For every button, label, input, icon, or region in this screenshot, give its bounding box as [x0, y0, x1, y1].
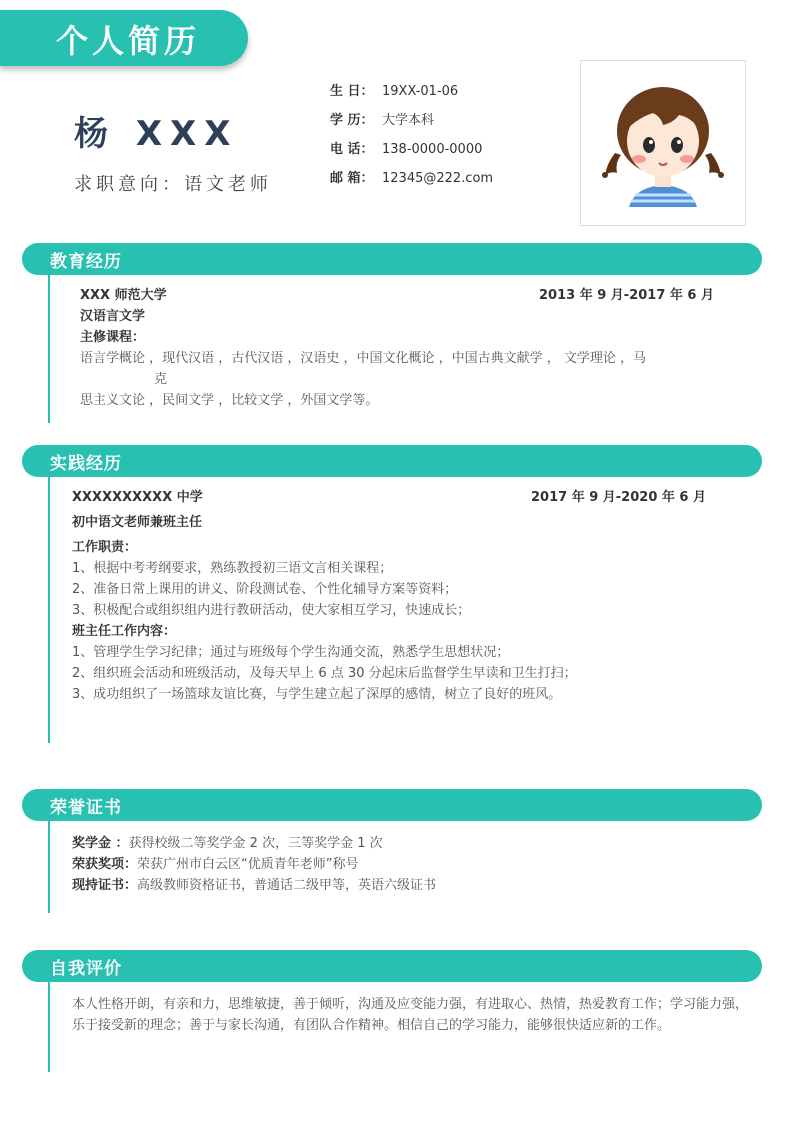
practice-content: [72, 487, 738, 705]
section-practice-bar: [22, 445, 762, 477]
honor-label: 奖学金 ：: [72, 836, 129, 851]
job-role: 初中语文老师兼班主任: [72, 515, 203, 530]
info-label: 邮 箱：: [330, 171, 374, 186]
practice-date: 2017 年 9 月-2020 年 6 月: [530, 490, 706, 505]
major: 汉语言文学: [80, 309, 146, 324]
honor-value: 高级教师资格证书，普通话二级甲等，英语六级证书: [137, 878, 437, 893]
practice-org-row: [72, 487, 738, 508]
info-label: 生 日：: [330, 84, 374, 99]
education-school-row: [80, 285, 746, 306]
homeroom-item: 3、成功组织了一场篮球友谊比赛，与学生建立起了深厚的感情，树立了良好的班风。: [72, 687, 562, 702]
courses-line: 语言学概论 ，现代汉语 ，古代汉语 ，汉语史 ，中国文化概论 ，中国古典文献学 ， 文学理论 ，马: [80, 351, 647, 366]
info-birthday: [330, 80, 493, 109]
section-title: 教育经历: [50, 252, 122, 272]
honor-label: 荣获奖项：: [72, 857, 138, 872]
duty-item: 1、根据中考考纲要求，熟练教授初三语文言相关课程；: [72, 561, 393, 576]
job-intent: 求职意向：语文老师: [74, 174, 272, 195]
section-title: 实践经历: [50, 454, 122, 474]
personal-info: [330, 80, 493, 196]
self-evaluation-text: 本人性格开朗，有亲和力，思维敏捷，善于倾听，沟通及应变能力强，有进取心、热情，热爱教育工作；学习能力强，乐于接受新的理念；善于与家长沟通，有团队合作精神。相信自己的学习能力，能够很快适应新的工作。: [72, 997, 749, 1033]
resume-title-banner: [0, 10, 248, 66]
section-divider-line: [48, 821, 50, 913]
section-divider-line: [48, 982, 50, 1072]
info-education: [330, 109, 493, 138]
school-name: XXX 师范大学: [80, 288, 167, 303]
avatar-photo: [580, 60, 746, 226]
courses-line: 思主义文论 ，民间文学 ，比较文学 ，外国文学等。: [80, 393, 379, 408]
info-phone: [330, 138, 493, 167]
duties-label: 工作职责：: [72, 540, 138, 555]
cartoon-girl-icon: [581, 61, 745, 225]
section-title: 自我评价: [50, 959, 122, 979]
homeroom-item: 2、组织班会活动和班级活动，及每天早上 6 点 30 分起床后监督学生早读和卫生打扫；: [72, 666, 577, 681]
homeroom-label: 班主任工作内容：: [72, 624, 177, 639]
honor-item: [72, 875, 738, 896]
education-content: [80, 285, 746, 411]
honors-content: [72, 833, 738, 896]
education-date: 2013 年 9 月-2017 年 6 月: [538, 288, 714, 303]
honor-item: [72, 833, 738, 854]
info-value: 19XX-01-06: [382, 84, 459, 99]
info-value: 12345@222.com: [382, 171, 494, 186]
info-email: [330, 167, 493, 196]
organization-name: XXXXXXXXXX 中学: [72, 490, 203, 505]
candidate-name: 杨 XXX: [74, 114, 239, 154]
section-education-bar: [22, 243, 762, 275]
honor-label: 现持证书：: [72, 878, 138, 893]
section-self-bar: [22, 950, 762, 982]
info-value: 138-0000-0000: [382, 142, 483, 157]
duty-item: 2、准备日常上课用的讲义、阶段测试卷、个性化辅导方案等资料；: [72, 582, 458, 597]
info-label: 学 历：: [330, 113, 374, 128]
section-divider-line: [48, 477, 50, 743]
honor-value: 荣获广州市白云区“优质青年老师”称号: [137, 857, 359, 872]
section-honors-bar: [22, 789, 762, 821]
courses-line-wrap: 克: [154, 372, 168, 387]
duty-item: 3、积极配合或组织组内进行教研活动，使大家相互学习，快速成长；: [72, 603, 471, 618]
info-value: 大学本科: [382, 113, 435, 128]
resume-title: 个人简历: [56, 22, 201, 60]
section-title: 荣誉证书: [50, 798, 122, 818]
homeroom-item: 1、管理学生学习纪律；通过与班级每个学生沟通交流，熟悉学生思想状况；: [72, 645, 510, 660]
honor-value: 获得校级二等奖学金 2 次，三等奖学金 1 次: [128, 836, 383, 851]
honor-item: [72, 854, 738, 875]
info-label: 电 话：: [330, 142, 374, 157]
courses-label: 主修课程：: [80, 330, 146, 345]
section-divider-line: [48, 275, 50, 423]
